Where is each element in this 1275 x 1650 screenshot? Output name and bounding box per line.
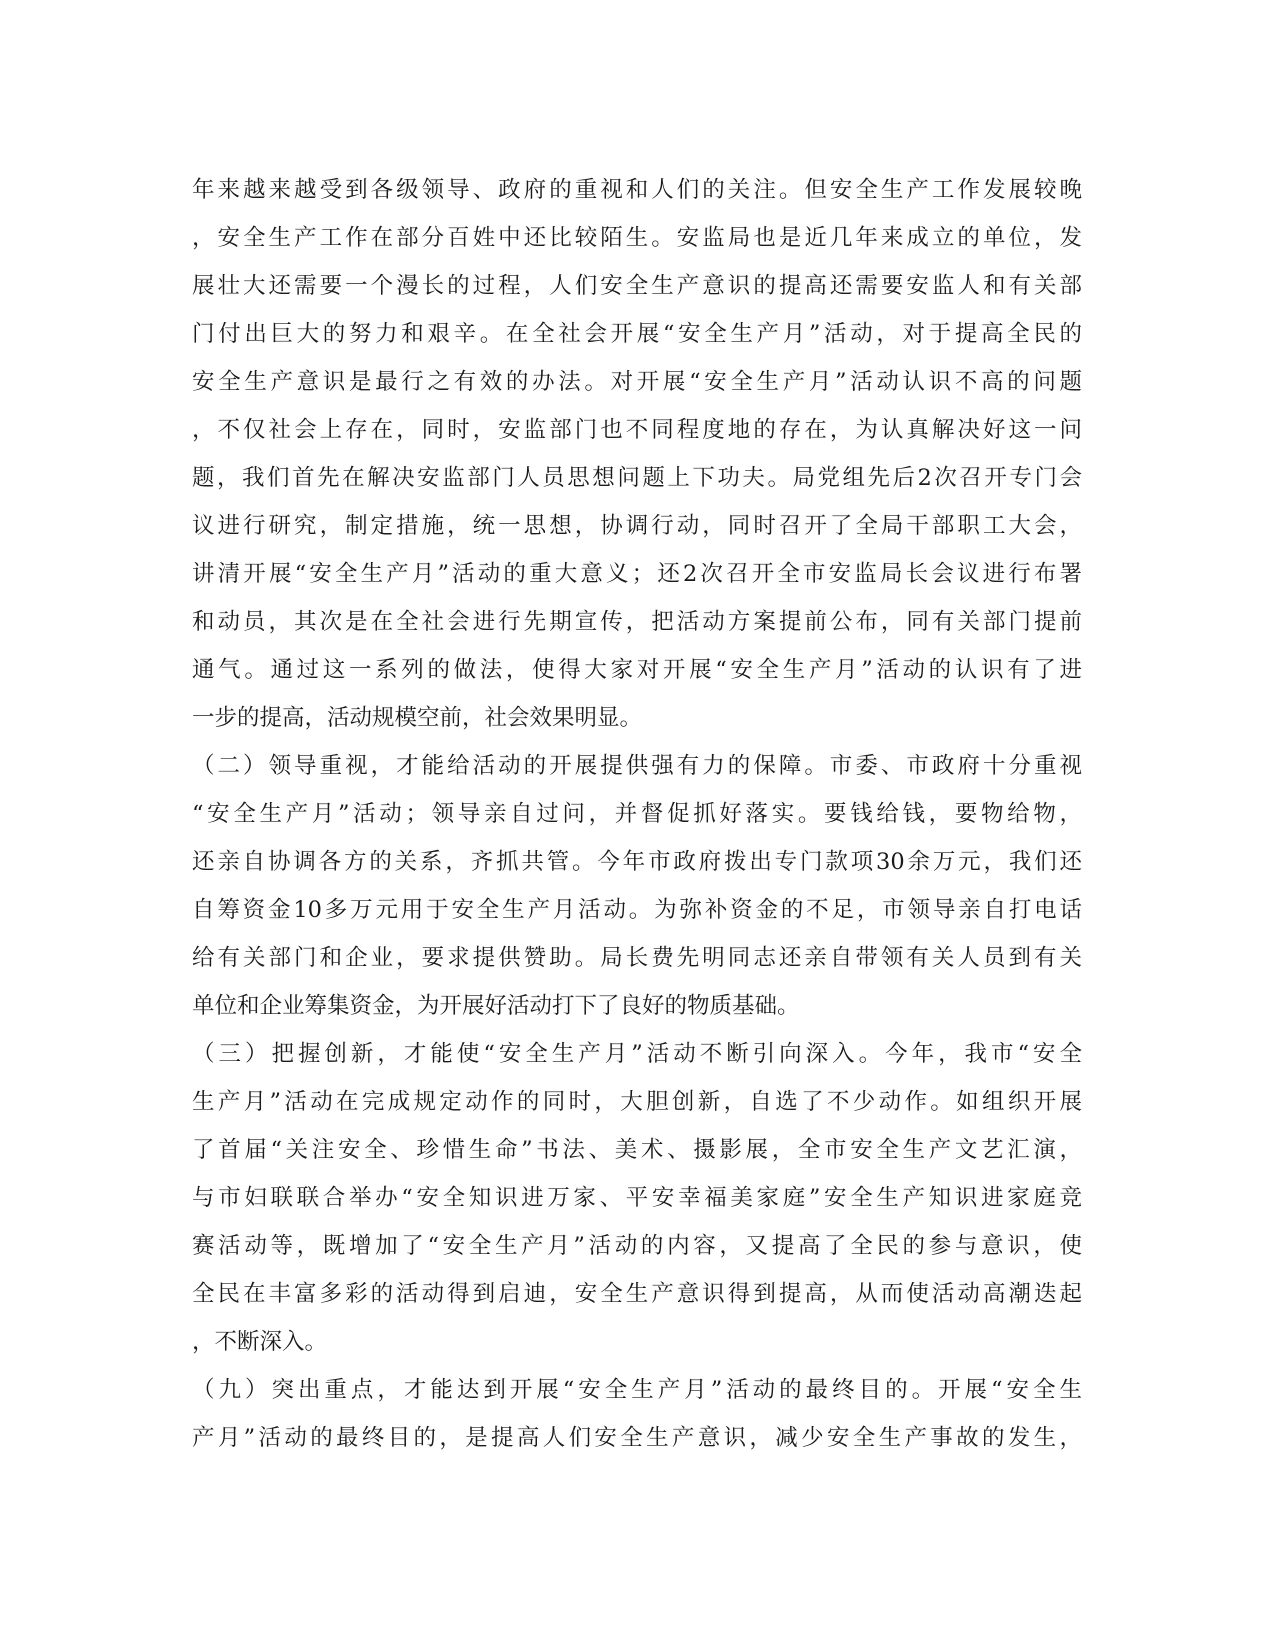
text-line: 展壮大还需要一个漫长的过程，人们安全生产意识的提高还需要安监人和有关部 bbox=[192, 273, 1082, 299]
text-line: 生产月”活动在完成规定动作的同时，大胆创新，自选了不少动作。如组织开展 bbox=[192, 1089, 1082, 1115]
document-body bbox=[192, 166, 1082, 1462]
text-line: “安全生产月”活动；领导亲自过问，并督促抓好落实。要钱给钱，要物给物， bbox=[192, 801, 1082, 827]
text-line: 自筹资金10多万元用于安全生产月活动。为弥补资金的不足，市领导亲自打电话 bbox=[192, 897, 1082, 923]
text-line: 和动员，其次是在全社会进行先期宣传，把活动方案提前公布，同有关部门提前 bbox=[192, 609, 1082, 635]
text-line: 通气。通过这一系列的做法，使得大家对开展“安全生产月”活动的认识有了进 bbox=[192, 657, 1082, 683]
text-line: （二）领导重视，才能给活动的开展提供强有力的保障。市委、市政府十分重视 bbox=[192, 753, 1082, 779]
text-line: 年来越来越受到各级领导、政府的重视和人们的关注。但安全生产工作发展较晚 bbox=[192, 177, 1082, 203]
text-line: 门付出巨大的努力和艰辛。在全社会开展“安全生产月”活动，对于提高全民的 bbox=[192, 321, 1082, 347]
paragraph bbox=[192, 166, 1082, 742]
paragraph bbox=[192, 742, 1082, 1030]
text-line: （三）把握创新，才能使“安全生产月”活动不断引向深入。今年，我市“安全 bbox=[192, 1041, 1082, 1067]
text-line: 给有关部门和企业，要求提供赞助。局长费先明同志还亲自带领有关人员到有关 bbox=[192, 945, 1082, 971]
text-line: 产月”活动的最终目的，是提高人们安全生产意识，减少安全生产事故的发生， bbox=[192, 1425, 1082, 1451]
text-line: 还亲自协调各方的关系，齐抓共管。今年市政府拨出专门款项30余万元，我们还 bbox=[192, 849, 1082, 875]
text-line: ，安全生产工作在部分百姓中还比较陌生。安监局也是近几年来成立的单位，发 bbox=[192, 225, 1082, 251]
text-line: ，不断深入。 bbox=[192, 1329, 328, 1355]
text-line: ，不仅社会上存在，同时，安监部门也不同程度地的存在，为认真解决好这一问 bbox=[192, 417, 1082, 443]
text-line: 安全生产意识是最行之有效的办法。对开展“安全生产月”活动认识不高的问题 bbox=[192, 369, 1082, 395]
paragraph bbox=[192, 1366, 1082, 1462]
text-line: 与市妇联联合举办“安全知识进万家、平安幸福美家庭”安全生产知识进家庭竞 bbox=[192, 1185, 1082, 1211]
text-line: 议进行研究，制定措施，统一思想，协调行动，同时召开了全局干部职工大会， bbox=[192, 513, 1082, 539]
text-line: 讲清开展“安全生产月”活动的重大意义；还2次召开全市安监局长会议进行布署 bbox=[192, 561, 1082, 587]
text-line: 单位和企业筹集资金，为开展好活动打下了良好的物质基础。 bbox=[192, 993, 800, 1019]
text-line: 题，我们首先在解决安监部门人员思想问题上下功夫。局党组先后2次召开专门会 bbox=[192, 465, 1082, 491]
paragraph bbox=[192, 1030, 1082, 1366]
text-line: （九）突出重点，才能达到开展“安全生产月”活动的最终目的。开展“安全生 bbox=[192, 1377, 1082, 1403]
text-line: 一步的提高，活动规模空前，社会效果明显。 bbox=[192, 705, 643, 731]
text-line: 全民在丰富多彩的活动得到启迪，安全生产意识得到提高，从而使活动高潮迭起 bbox=[192, 1281, 1082, 1307]
text-line: 赛活动等，既增加了“安全生产月”活动的内容，又提高了全民的参与意识，使 bbox=[192, 1233, 1082, 1259]
text-line: 了首届“关注安全、珍惜生命”书法、美术、摄影展，全市安全生产文艺汇演， bbox=[192, 1137, 1082, 1163]
